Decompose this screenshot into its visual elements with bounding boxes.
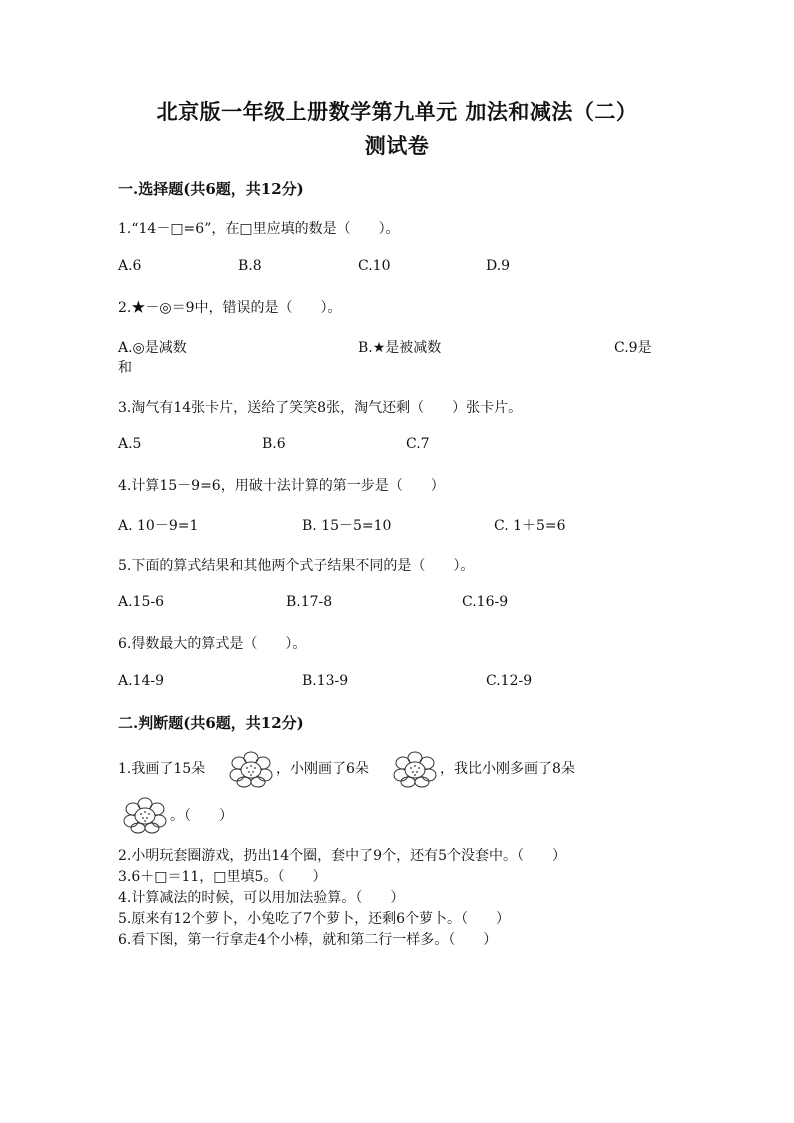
question-stem: 6.得数最大的算式是（ ）。 bbox=[118, 636, 307, 652]
option-c: C.16-9 bbox=[462, 594, 509, 610]
judgment-q1-part3: ，我比小刚多画了8朵 bbox=[440, 761, 575, 777]
option-c: C.12-9 bbox=[486, 673, 533, 689]
judgment-q1-part4: 。（ ） bbox=[170, 808, 233, 824]
option-b: B.17-8 bbox=[286, 594, 333, 610]
option-c: C.10 bbox=[358, 258, 391, 274]
question-stem: 2.★－◎＝9中，错误的是（ ）。 bbox=[118, 300, 342, 316]
option-a: A.◎是减数 bbox=[118, 340, 187, 356]
option-b: B. 15－5=10 bbox=[302, 518, 392, 534]
judgment-item: 4.计算减法的时候，可以用加法验算。（ ） bbox=[118, 890, 405, 906]
section-heading-choice: 一.选择题(共6题，共12分) bbox=[118, 180, 304, 198]
judgment-q1-part1: 1.我画了15朵 bbox=[118, 761, 206, 777]
question-stem: 4.计算15－9=6，用破十法计算的第一步是（ ） bbox=[118, 478, 445, 494]
question-stem: 5.下面的算式结果和其他两个式子结果不同的是（ ）。 bbox=[118, 558, 475, 574]
judgment-item: 2.小明玩套圈游戏，扔出14个圈，套中了9个，还有5个没套中。（ ） bbox=[118, 848, 566, 864]
judgment-item: 6.看下图，第一行拿走4个小棒，就和第二行一样多。（ ） bbox=[118, 932, 498, 948]
option-d: D.9 bbox=[486, 258, 511, 274]
judgment-q1-part2: ，小刚画了6朵 bbox=[276, 761, 369, 777]
question-stem: 3.淘气有14张卡片，送给了笑笑8张，淘气还剩（ ）张卡片。 bbox=[118, 400, 523, 416]
section-heading-judgment: 二.判断题(共6题，共12分) bbox=[118, 714, 304, 732]
judgment-item: 3.6＋□＝11，□里填5。（ ） bbox=[118, 869, 327, 885]
option-b: B.8 bbox=[238, 258, 262, 274]
option-b: B.★是被减数 bbox=[358, 340, 442, 356]
page-title-line2: 测试卷 bbox=[364, 133, 430, 158]
option-c: C.7 bbox=[406, 436, 430, 452]
option-c-continued: 和 bbox=[118, 360, 132, 376]
flower-icon bbox=[228, 750, 274, 788]
question-stem: 1.“14－□=6”，在□里应填的数是（ ）。 bbox=[118, 221, 400, 237]
option-b: B.13-9 bbox=[302, 673, 349, 689]
judgment-item: 5.原来有12个萝卜，小兔吃了7个萝卜，还剩6个萝卜。（ ） bbox=[118, 911, 510, 927]
option-c: C. 1＋5=6 bbox=[494, 518, 566, 534]
option-a: A.15-6 bbox=[118, 594, 165, 610]
page-title-line1: 北京版一年级上册数学第九单元 加法和减法（二） bbox=[156, 99, 638, 124]
option-a: A. 10－9=1 bbox=[118, 518, 199, 534]
flower-icon bbox=[122, 796, 168, 834]
option-a: A.6 bbox=[118, 258, 142, 274]
option-a: A.14-9 bbox=[118, 673, 165, 689]
option-b: B.6 bbox=[262, 436, 286, 452]
option-c: C.9是 bbox=[614, 340, 652, 356]
flower-icon bbox=[392, 750, 438, 788]
option-a: A.5 bbox=[118, 436, 142, 452]
